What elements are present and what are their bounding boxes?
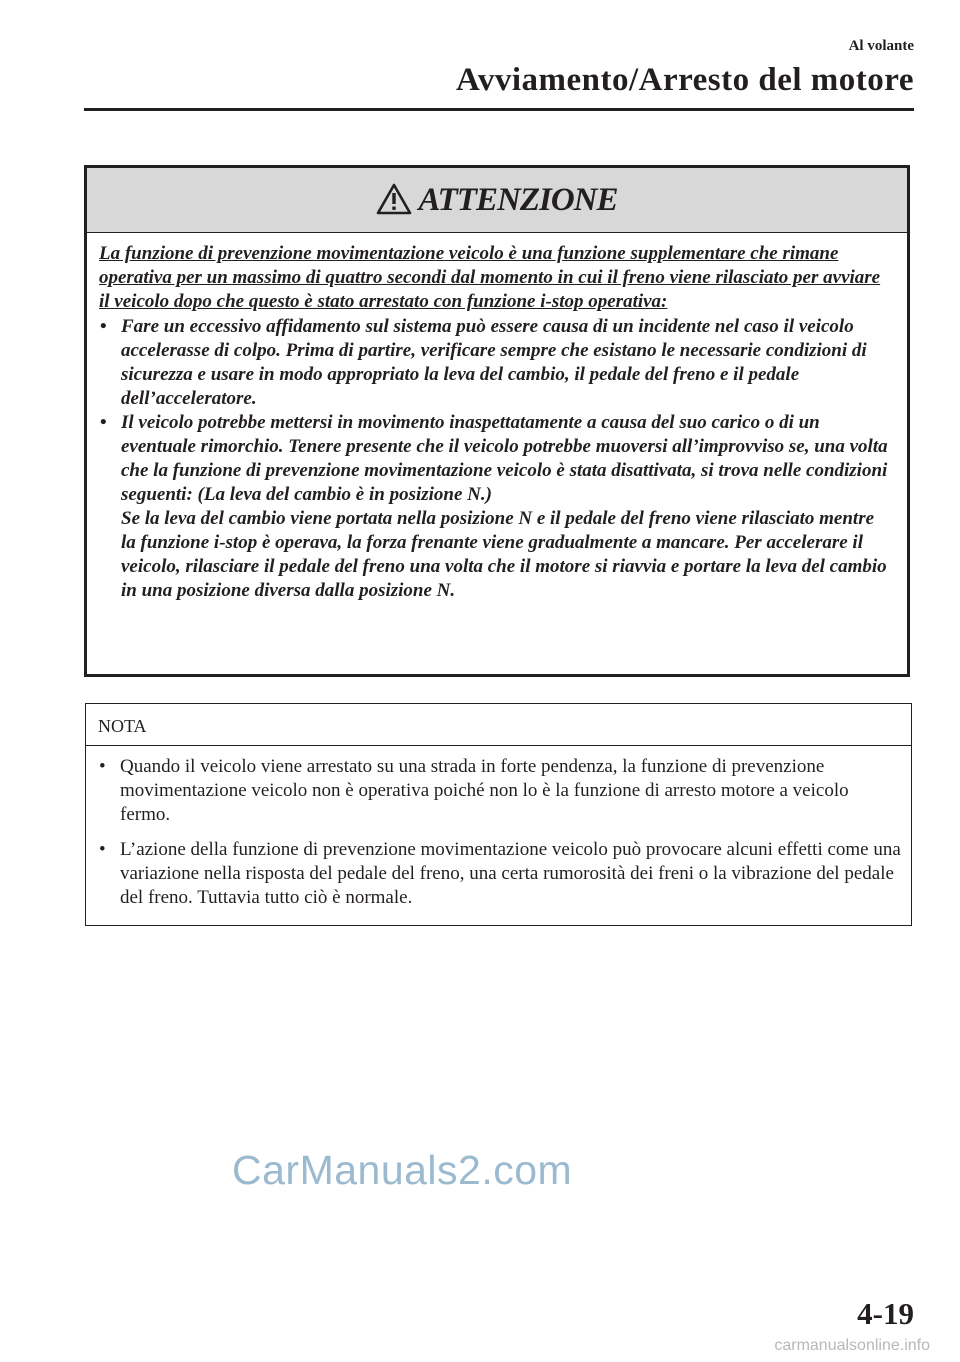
footer-watermark: carmanualsonline.info [774, 1337, 930, 1354]
warning-list-item [99, 411, 891, 603]
section-label: Al volante [848, 38, 914, 54]
warning-lead-text: La funzione di prevenzione movimentazione veicolo è una funzione supplementare che rimane operativa per un massimo di quattro secondi dal momento in cui il freno viene rilasciato per avviare il veicolo dopo che questo è stato arrestato con funzione i-stop operativa: [99, 243, 881, 312]
note-box [85, 703, 912, 926]
note-list-item [98, 838, 901, 910]
warning-item-text: Fare un eccessivo affidamento sul sistema può essere causa di un incidente nel caso il veicolo accelerasse di colpo. Prima di partire, verificare sempre che esistano le necessarie condizioni di sicurezza e usare in modo appropriato la leva del cambio, il pedale del freno e il pedale dell’acceleratore. [121, 316, 867, 409]
bullet-marker: • [99, 839, 106, 860]
warning-triangle-icon [376, 183, 412, 215]
note-list-item [98, 755, 901, 827]
warning-title: ATTENZIONE [418, 181, 618, 218]
warning-box [84, 165, 910, 677]
warning-item-text: Il veicolo potrebbe mettersi in movimento inaspettatamente a causa del suo carico o di un eventuale rimorchio. Tenere presente che il veicolo potrebbe muoversi all’improvviso se, una volta che la funzione di prevenzione movimentazione veicolo è stata disattivata, si trova nelle condizioni seguenti: (La leva del cambio è in posizione N.) [121, 412, 888, 505]
warning-list-item [99, 315, 891, 411]
note-item-text: Quando il veicolo viene arrestato su una strada in forte pendenza, la funzione di prevenzione movimentazione veicolo non è operativa poiché non lo è la funzione di arresto motore a veicolo fermo. [120, 756, 849, 825]
bullet-marker: • [99, 756, 106, 777]
warning-body [87, 233, 907, 603]
page-title: Avviamento/Arresto del motore [455, 62, 914, 98]
bullet-marker: • [100, 412, 107, 433]
note-body [86, 746, 911, 910]
watermark-logo: CarManuals2.com [232, 1147, 573, 1193]
warning-header [87, 168, 907, 233]
note-item-text: L’azione della funzione di prevenzione movimentazione veicolo può provocare alcuni effetti come una variazione nella risposta del pedale del freno, una certa rumorosità dei freni o la vibrazione del pedale del freno. Tuttavia tutto ciò è normale. [120, 839, 901, 908]
page-number: 4-19 [857, 1296, 914, 1331]
note-title: NOTA [86, 704, 911, 746]
bullet-marker: • [100, 316, 107, 337]
warning-item-continuation: Se la leva del cambio viene portata nella posizione N e il pedale del freno viene rilasciato mentre la funzione i-stop è operava, la forza frenante viene gradualmente a mancare. Per accelerare il veicolo, rilasciare il pedale del freno una volta che il motore si riavvia e portare la leva del cambio in una posizione diversa dalla posizione N. [121, 508, 887, 601]
header-divider [84, 108, 914, 111]
